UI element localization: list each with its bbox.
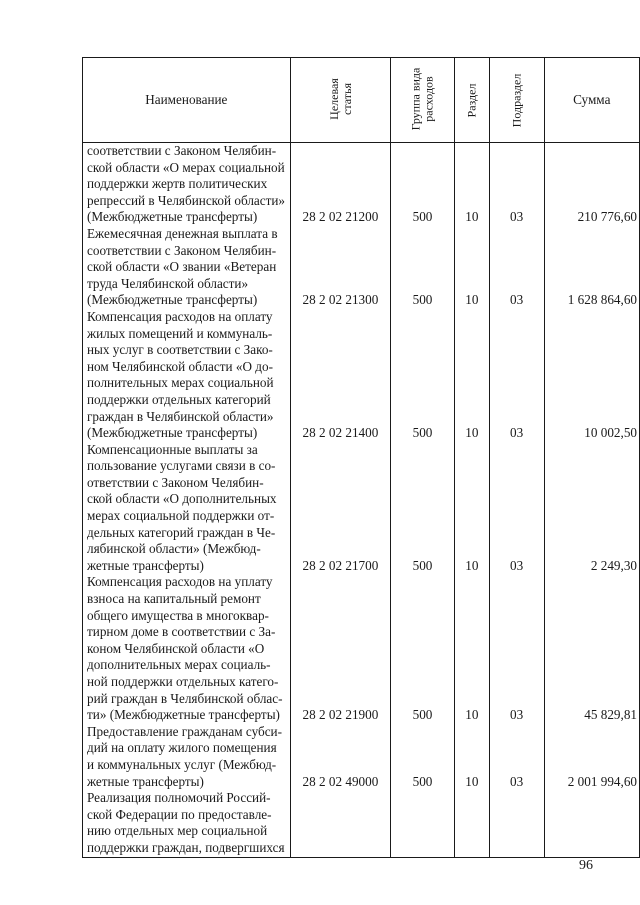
row-name: Компенсация расходов на оплату жилых помещений и коммуналь- ных услуг в соответствии с Зако- ном Челябинской области «О до- полнительных мерах социальной поддержки отдельных категорий граждан в Челябинской области» (Межбюджетные трансферты) — [83, 309, 291, 442]
row-section: 10 — [454, 143, 489, 226]
header-group: Группа вида расходов — [408, 67, 436, 131]
row-subsection: 03 — [489, 143, 544, 226]
header-name: Наименование — [83, 58, 291, 143]
row-target: 28 2 02 21200 — [290, 143, 390, 226]
row-name: Предоставление гражданам субси- дий на оплату жилого помещения и коммунальных услуг (Межбюд- жетные трансферты) — [83, 724, 291, 790]
row-group: 500 — [391, 143, 455, 226]
row-sum: 2 249,30 — [544, 442, 640, 575]
row-subsection: 03 — [489, 309, 544, 442]
row-target: 28 2 02 49000 — [290, 724, 390, 790]
table-header — [83, 58, 640, 143]
row-name: Реализация полномочий Россий- ской Федерации по предоставле- нию отдельных мер социальной поддержки граждан, подвергшихся — [83, 790, 291, 857]
row-sum — [544, 790, 640, 857]
row-group: 500 — [391, 724, 455, 790]
row-group: 500 — [391, 309, 455, 442]
row-group: 500 — [391, 226, 455, 309]
row-section: 10 — [454, 574, 489, 723]
row-sum: 2 001 994,60 — [544, 724, 640, 790]
table-row — [83, 309, 640, 442]
table-row — [83, 574, 640, 723]
row-sum: 10 002,50 — [544, 309, 640, 442]
header-sum: Сумма — [544, 58, 640, 143]
header-subsection: Подраздел — [509, 73, 524, 128]
row-target: 28 2 02 21300 — [290, 226, 390, 309]
table-row — [83, 143, 640, 226]
row-subsection: 03 — [489, 574, 544, 723]
row-target: 28 2 02 21400 — [290, 309, 390, 442]
row-name: Компенсация расходов на уплату взноса на капитальный ремонт общего имущества в многоквар- тирном доме в соответствии с За- коном Челябинской области «О дополнительных мерах социаль- ной поддержки отдельных катего- рий граждан в Челябинской облас- ти» (Межбюджетные трансферты) — [83, 574, 291, 723]
header-section-cell — [454, 58, 489, 143]
row-section: 10 — [454, 442, 489, 575]
row-sum: 210 776,60 — [544, 143, 640, 226]
row-subsection: 03 — [489, 442, 544, 575]
page-number: 96 — [579, 858, 593, 873]
header-target-cell — [290, 58, 390, 143]
budget-table — [82, 57, 640, 858]
header-group-cell — [391, 58, 455, 143]
table-row — [83, 790, 640, 857]
row-subsection — [489, 790, 544, 857]
row-sum: 1 628 864,60 — [544, 226, 640, 309]
row-name: соответствии с Законом Челябин- ской области «О мерах социальной поддержки жертв политических репрессий в Челябинской области» (Межбюджетные трансферты) — [83, 143, 291, 226]
row-section: 10 — [454, 309, 489, 442]
row-sum: 45 829,81 — [544, 574, 640, 723]
table-row — [83, 226, 640, 309]
row-group — [391, 790, 455, 857]
row-target: 28 2 02 21900 — [290, 574, 390, 723]
row-group: 500 — [391, 574, 455, 723]
row-group: 500 — [391, 442, 455, 575]
header-target: Целевая статья — [326, 78, 354, 121]
row-section: 10 — [454, 226, 489, 309]
row-subsection: 03 — [489, 724, 544, 790]
row-name: Ежемесячная денежная выплата в соответствии с Законом Челябин- ской области «О звании «Ветеран труда Челябинской области» (Межбюджетные трансферты) — [83, 226, 291, 309]
header-subsection-cell — [489, 58, 544, 143]
row-section — [454, 790, 489, 857]
row-name: Компенсационные выплаты за пользование услугами связи в со- ответствии с Законом Челябин- ской области «О дополнительных мерах социальной поддержки от- дельных категорий граждан в Че- лябинской области» (Межбюд- жетные трансферты) — [83, 442, 291, 575]
row-subsection: 03 — [489, 226, 544, 309]
table-row — [83, 442, 640, 575]
row-target: 28 2 02 21700 — [290, 442, 390, 575]
table-row — [83, 724, 640, 790]
row-target — [290, 790, 390, 857]
row-section: 10 — [454, 724, 489, 790]
header-section: Раздел — [464, 83, 479, 118]
